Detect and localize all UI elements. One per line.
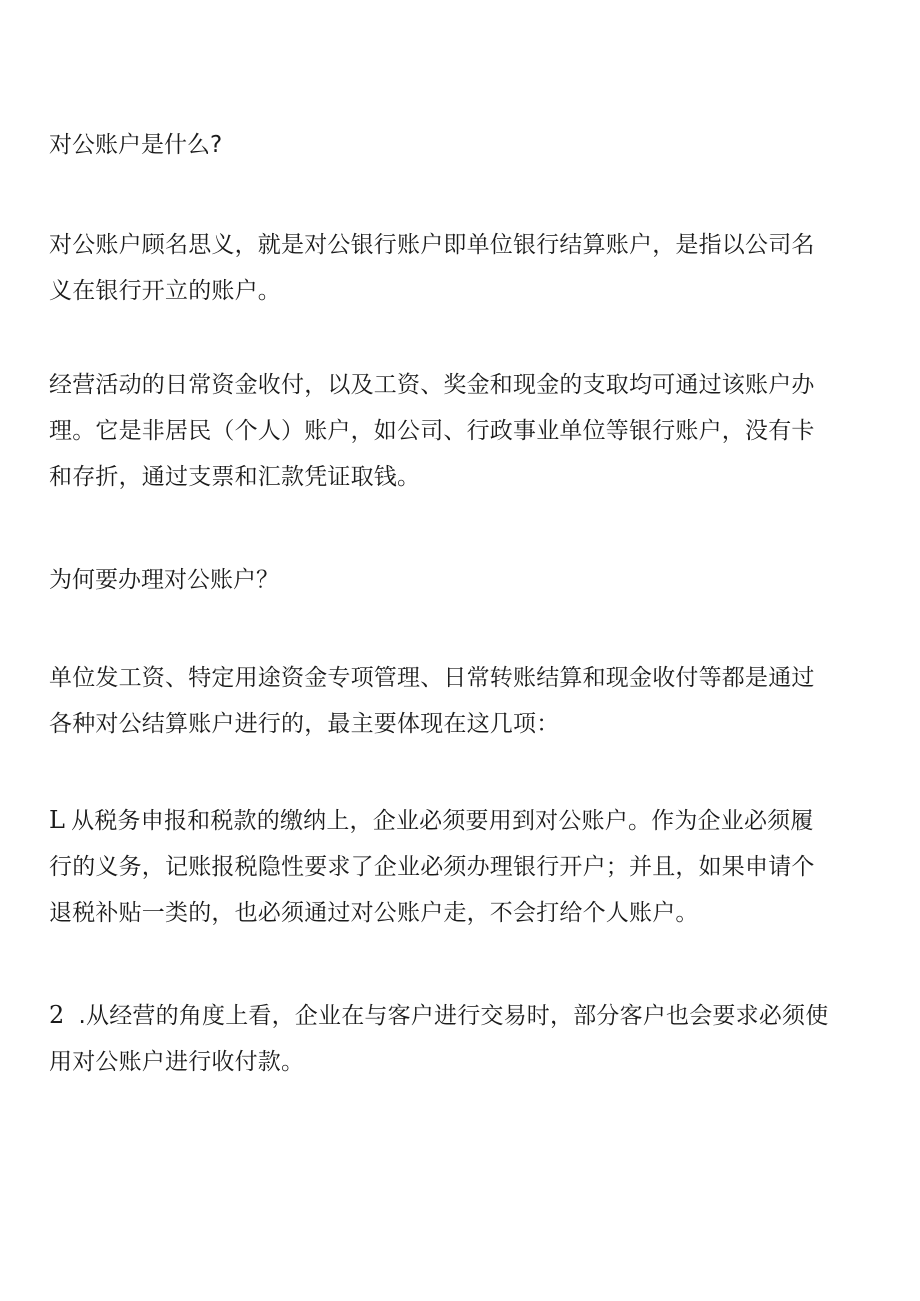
list-item-line (49, 992, 879, 1039)
list-item-text: .从经营的角度上看，企业在与客户进行交易时，部分客户也会要求必须使 (78, 1003, 829, 1029)
paragraph-line: 各种对公结算账户进行的，最主要体现在这几项： (49, 711, 560, 737)
heading-why-open-account (49, 557, 879, 603)
list-item-line (49, 797, 879, 844)
list-item-tax (49, 797, 879, 936)
paragraph-reasons-intro (49, 655, 879, 747)
paragraph-line: 义在银行开立的账户。 (49, 278, 281, 304)
list-item-business (49, 992, 879, 1085)
paragraph-definition (49, 222, 879, 314)
list-marker: L (49, 806, 66, 834)
paragraph-line: 和存折，通过支票和汇款凭证取钱。 (49, 464, 421, 490)
list-item-line: 退税补贴一类的，也必须通过对公账户走，不会打给个人账户。 (49, 900, 699, 926)
paragraph-line: 单位发工资、特定用途资金专项管理、日常转账结算和现金收付等都是通过 (49, 665, 815, 691)
paragraph-line: 对公账户顾名思义，就是对公银行账户即单位银行结算账户，是指以公司名 (49, 232, 815, 258)
list-item-line: 行的义务，记账报税隐性要求了企业必须办理银行开户；并且，如果申请个 (49, 854, 815, 880)
paragraph-line: 理。它是非居民（个人）账户，如公司、行政事业单位等银行账户，没有卡 (49, 418, 815, 444)
list-item-text: 从税务申报和税款的缴纳上，企业必须要用到对公账户。作为企业必须履 (71, 808, 814, 834)
list-marker: 2 (49, 1001, 65, 1029)
heading-text: 为何要办理对公账户？ (49, 567, 279, 593)
list-item-line: 用对公账户进行收付款。 (49, 1049, 305, 1075)
heading-what-is-corporate-account (49, 122, 879, 168)
paragraph-line: 经营活动的日常资金收付，以及工资、奖金和现金的支取均可通过该账户办 (49, 372, 815, 398)
paragraph-usage (49, 362, 879, 500)
heading-text: 对公账户是什么? (49, 132, 223, 158)
